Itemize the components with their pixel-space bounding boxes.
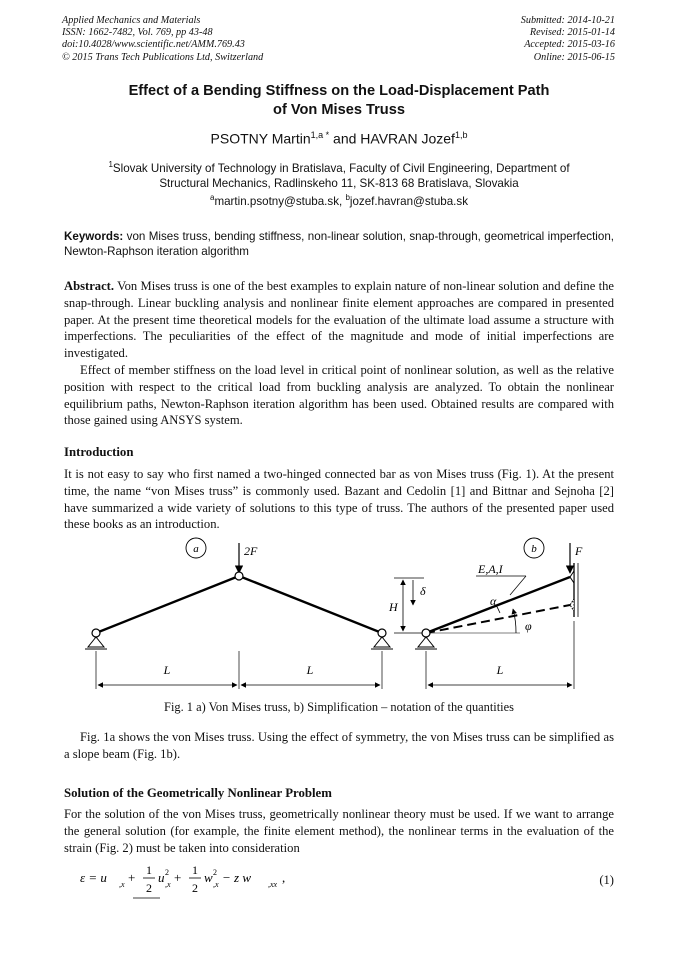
hinge-b: [422, 629, 430, 637]
eq-num1: 1: [146, 863, 152, 877]
figure-part-a: [85, 538, 393, 689]
affiliation-line-2: Structural Mechanics, Radlinskeho 11, SK-813 68 Bratislava, Slovakia: [159, 177, 519, 191]
authors-and: and: [329, 130, 361, 147]
journal-metadata: [62, 15, 263, 64]
phi-label: φ: [525, 619, 532, 633]
eq-w2: w: [204, 870, 213, 885]
accepted-date: Accepted: 2015-03-16: [524, 39, 615, 51]
paper-title: [64, 82, 614, 120]
authors: [64, 130, 614, 147]
keywords: [64, 229, 614, 259]
support-b: [418, 637, 434, 647]
load-2f-label: 2F: [244, 544, 258, 558]
eq-sup-u2: 2: [165, 868, 169, 877]
revised-date: Revised: 2015-01-14: [529, 27, 615, 39]
alpha-label: α: [490, 594, 497, 608]
eq-den2: 2: [192, 881, 198, 895]
journal-name: Applied Mechanics and Materials: [62, 15, 201, 26]
section-heading-introduction: Introduction: [64, 445, 134, 459]
solution-paragraph: For the solution of the von Mises truss, geometrically nonlinear theory must be used. If we want to arrange the general solution (for example, the finite element method), the nonlinear terms in the evaluation of the strain (Fig. 2) must be taken into consideration: [64, 807, 614, 855]
eq-den1: 2: [146, 881, 152, 895]
top-hinge: [235, 572, 243, 580]
affiliation-sup: 1: [108, 160, 113, 169]
author-1: PSOTNY Martin: [210, 130, 311, 147]
copyright-line: © 2015 Trans Tech Publications Ltd, Switzerland: [62, 51, 264, 63]
truss-bar-right: [239, 576, 382, 633]
figure-part-b: [388, 538, 583, 689]
submitted-date: Submitted: 2014-10-21: [520, 15, 615, 26]
email-a: martin.psotny@stuba.sk,: [214, 194, 346, 208]
eq-u2: u: [158, 870, 165, 885]
title-line-1: Effect of a Bending Stiffness on the Load-Displacement Path: [128, 83, 550, 99]
author-2-sup: 1,b: [454, 130, 468, 140]
email-b: jozef.havran@stuba.sk: [349, 194, 468, 208]
slope-beam: [426, 577, 570, 633]
abstract: [64, 278, 614, 429]
doi-line: doi:10.4028/www.scientific.net/AMM.769.43: [62, 39, 245, 51]
equation-1-number: (1): [599, 873, 614, 887]
submission-dates: [521, 15, 615, 64]
issn-line: ISSN: 1662-7482, Vol. 769, pp 43-48: [62, 27, 213, 39]
email-b-sup: b: [345, 193, 350, 202]
delta-label: δ: [420, 584, 426, 598]
eq-plus1: +: [128, 870, 136, 885]
abstract-label: Abstract.: [64, 279, 115, 293]
right-hinge: [378, 629, 386, 637]
truss-bar-left: [96, 576, 239, 633]
keywords-label: Keywords:: [64, 230, 124, 243]
online-date: Online: 2015-06-15: [533, 51, 615, 63]
beam-properties-label: E,A,I: [478, 562, 503, 576]
height-label: H: [389, 600, 398, 614]
author-emails: [64, 193, 614, 208]
eq-sub1: ,x: [119, 880, 125, 889]
email-a-sup: a: [210, 193, 215, 202]
abstract-paragraph-2: Effect of member stiffness on the load level in critical point of nonlinear solution, as well as the relative position with respect to the critical load from buckling analysis are analyzed. To obtain the nonlinear equilibrium paths, Newton-Raphson iteration algorithm has been used. Obtained results are compared with those gained using ANSYS system.: [64, 362, 614, 428]
phi-arc: [513, 609, 516, 633]
right-support: [374, 637, 390, 647]
title-line-2: of Von Mises Truss: [273, 102, 405, 118]
figure-1: [80, 535, 600, 695]
left-support: [88, 637, 104, 647]
keywords-text: von Mises truss, bending stiffness, non-linear solution, snap-through, geometrical imperfection, Newton-Raphson iteration algorithm: [64, 230, 614, 258]
left-hinge: [92, 629, 100, 637]
eq-sub-w2: ,x: [213, 880, 219, 889]
eq-comma: ,: [282, 870, 286, 885]
author-1-sup: 1,a *: [310, 130, 330, 140]
eq-num2: 1: [192, 863, 198, 877]
equation-1: [80, 862, 615, 910]
span-label-2: L: [306, 663, 314, 677]
eq-plus2: +: [174, 870, 182, 885]
eq-sub-w: ,xx: [268, 880, 278, 889]
span-label-1: L: [163, 663, 171, 677]
eq-lhs: ε = u: [80, 870, 107, 885]
figure-description-paragraph: Fig. 1a shows the von Mises truss. Using the effect of symmetry, the von Mises truss can be simplified as a slope beam (Fig. 1b).: [64, 730, 614, 761]
label-a: a: [193, 543, 199, 555]
label-b: b: [531, 543, 537, 555]
eq-sub-u2: ,x: [165, 880, 171, 889]
section-heading-solution: Solution of the Geometrically Nonlinear Problem: [64, 786, 332, 800]
author-2: HAVRAN Jozef: [360, 130, 455, 147]
span-label-3: L: [496, 663, 504, 677]
eq-minus-term: − z w: [222, 870, 252, 885]
load-f-label: F: [575, 544, 583, 558]
figure-1-caption: Fig. 1 a) Von Mises truss, b) Simplification – notation of the quantities: [164, 700, 514, 714]
eq-sup-w2: 2: [213, 868, 217, 877]
affiliation: [80, 157, 598, 192]
abstract-paragraph-1: Von Mises truss is one of the best examples to explain nature of non-linear solution and define the snap-through. Linear buckling analysis and nonlinear finite element approaches are compared in presented paper. At the present time theoretical models for the evaluation of the ultimate load assume a structure with imperfections. The peculiarities of the effect of the magnitude and mode of initial imperfections are investigated.: [64, 279, 614, 361]
introduction-paragraph: It is not easy to say who first named a two-hinged connected bar as von Mises truss (Fig. 1). At the present time, the name “von Mises truss” is commonly used. Bazant and Cedolin [1] and Bittnar and Sejnoha [2] have summarized a wide variety of solutions to this type of truss. The authors of the presented paper used these books as an introduction.: [64, 467, 614, 532]
affiliation-line-1: Slovak University of Technology in Bratislava, Faculty of Civil Engineering, Department of: [112, 161, 570, 175]
